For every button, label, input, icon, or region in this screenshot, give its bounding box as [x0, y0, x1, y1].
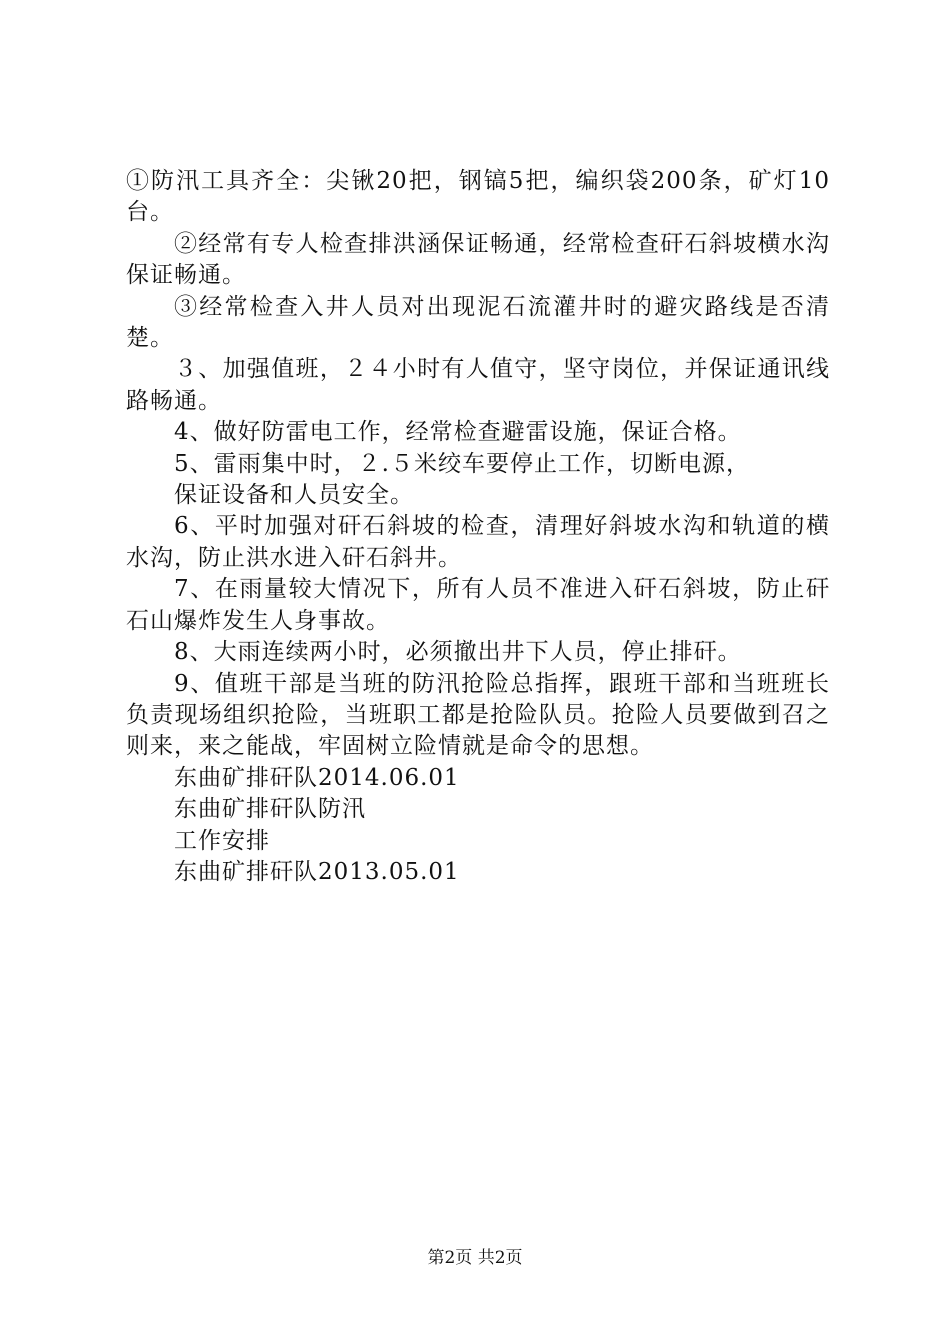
signature-line-2014: 东曲矿排矸队2014.06.01: [174, 764, 460, 791]
paragraph-item-5: 5、雷雨集中时，２.５米绞车要停止工作，切断电源，: [174, 450, 750, 477]
page-number-footer: 第2页 共2页: [427, 1248, 523, 1268]
paragraph-item-3: ３、加强值班，２４小时有人值守，坚守岗位，并保证通讯线路畅通。: [126, 356, 830, 414]
signature-line-2013: 东曲矿排矸队2013.05.01: [174, 858, 460, 885]
paragraph-evacuation-route: ③经常检查入井人员对出现泥石流灌井时的避灾路线是否清楚。: [126, 293, 830, 352]
paragraph-item-4: 4、做好防雷电工作，经常检查避雷设施，保证合格。: [174, 419, 742, 446]
paragraph-item-5-continued: 保证设备和人员安全。: [174, 482, 414, 509]
paragraph-item-8: 8、大雨连续两小时，必须撤出井下人员，停止排矸。: [174, 639, 742, 666]
title-line-work-arrangement: 工作安排: [174, 827, 270, 854]
paragraph-flood-tools: ①防汛工具齐全：尖锹20把，钢镐5把，编织袋200条，矿灯10台。: [126, 168, 830, 226]
paragraph-item-6: 6、平时加强对矸石斜坡的检查，清理好斜坡水沟和轨道的横水沟，防止洪水进入矸石斜井。: [126, 513, 830, 571]
paragraph-item-7: 7、在雨量较大情况下，所有人员不准进入矸石斜坡，防止矸石山爆炸发生人身事故。: [126, 576, 830, 634]
title-line-flood: 东曲矿排矸队防汛: [174, 796, 366, 823]
paragraph-item-9: 9、值班干部是当班的防汛抢险总指挥，跟班干部和当班班长负责现场组织抢险，当班职工都是抢险队员。抢险人员要做到召之则来，来之能战，牢固树立险情就是命令的思想。: [126, 670, 830, 760]
paragraph-drainage-check: ②经常有专人检查排洪涵保证畅通，经常检查矸石斜坡横水沟保证畅通。: [126, 230, 830, 289]
document-body: [126, 166, 830, 888]
